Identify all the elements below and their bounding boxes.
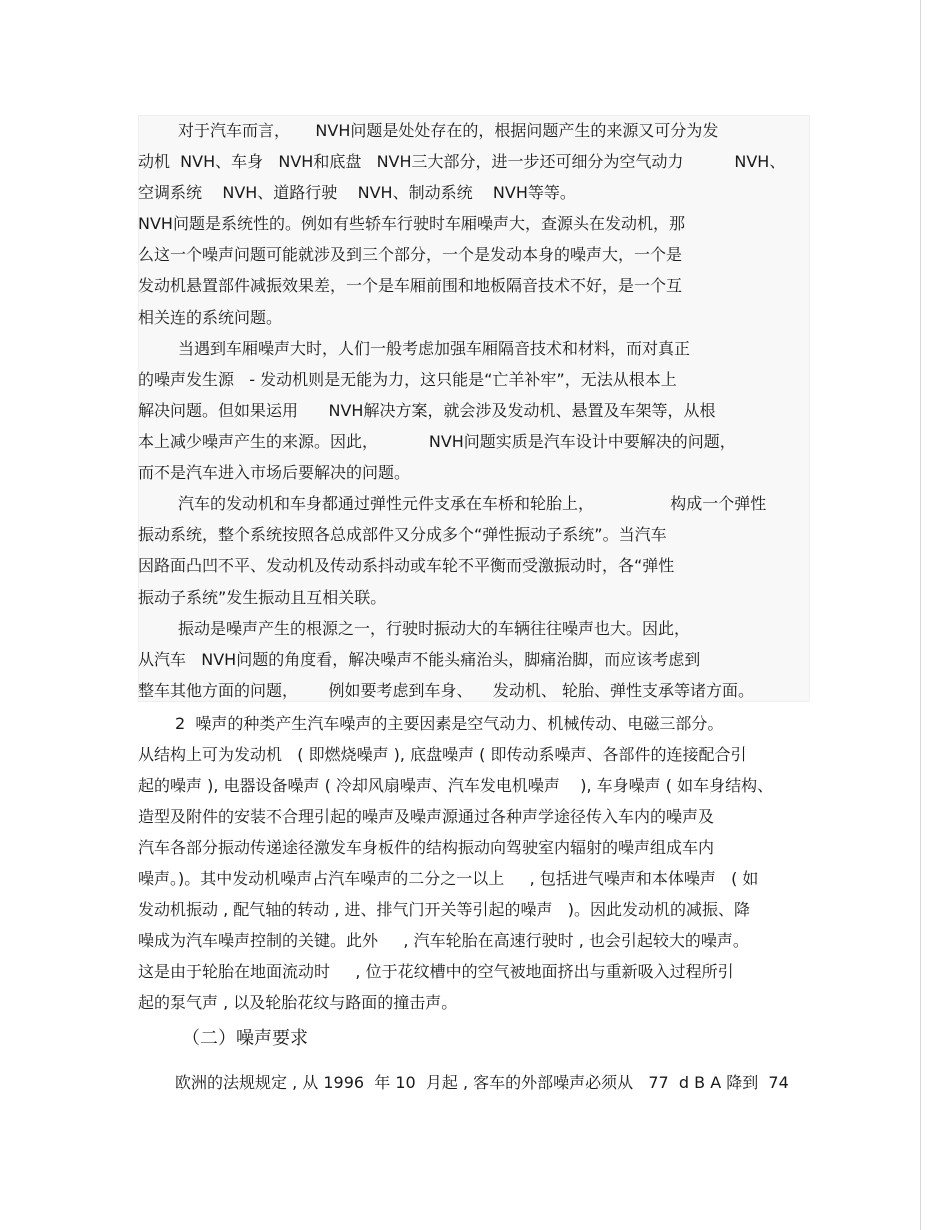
text-line: 汽车的发动机和车身都通过弹性元件支承在车桥和轮胎上， 构成一个弹性: [178, 494, 767, 513]
section-heading: （二）噪声要求: [182, 1028, 308, 1049]
text-line: 而不是汽车进入市场后要解决的问题。: [138, 463, 411, 482]
text-line: 动机 NVH、车身 NVH和底盘 NVH三大部分，进一步还可细分为空气动力 NVH、: [138, 152, 786, 171]
text-line: 汽车各部分振动传递途径激发车身板件的结构振动向驾驶室内辐射的噪声组成车内: [138, 838, 715, 857]
text-line: 发动机悬置部件减振效果差，一个是车厢前围和地板隔音技术不好，是一个互: [138, 276, 683, 295]
text-line: 这是由于轮胎在地面流动时 , 位于花纹槽中的空气被地面挤出与重新吸入过程所引: [138, 962, 734, 981]
text-line: NVH问题是系统性的。例如有些轿车行驶时车厢噪声大，查源头在发动机，那: [138, 214, 685, 233]
text-line: 振动系统，整个系统按照各总成部件又分成多个“弹性振动子系统”。当汽车: [138, 525, 667, 544]
text-line: 噪声。)。其中发动机噪声占汽车噪声的二分之一以上 , 包括进气噪声和本体噪声 ( 如: [138, 869, 759, 888]
text-line: 2 噪声的种类产生汽车噪声的主要因素是空气动力、机械传动、电磁三部分。: [175, 714, 724, 733]
text-line: 振动子系统”发生振动且互相关联。: [138, 588, 387, 607]
text-line: 噪成为汽车噪声控制的关键。此外 , 汽车轮胎在高速行驶时 , 也会引起较大的噪声。: [138, 931, 749, 950]
text-line: 造型及附件的安装不合理引起的噪声及噪声源通过各种声学途径传入车内的噪声及: [138, 807, 715, 826]
text-line: 发动机振动 , 配气轴的转动 , 进、排气门开关等引起的噪声 )。因此发动机的减振、降: [138, 900, 751, 919]
text-line: 当遇到车厢噪声大时，人们一般考虑加强车厢隔音技术和材料，而对真正: [178, 339, 691, 358]
text-line: 空调系统 NVH、道路行驶 NVH、制动系统 NVH等等。: [138, 183, 576, 202]
text-line: 从结构上可为发动机 ( 即燃烧噪声 ), 底盘噪声 ( 即传动系噪声、各部件的连接配合引: [138, 745, 747, 764]
page-edge-rule: [920, 0, 921, 1230]
text-line: 起的泵气声 , 以及轮胎花纹与路面的撞击声。: [138, 993, 458, 1012]
text-line: 欧洲的法规规定 , 从 1996 年 10 月起 , 客车的外部噪声必须从 77 d B A 降到 74: [175, 1073, 789, 1092]
text-line: 么这一个噪声问题可能就涉及到三个部分，一个是发动本身的噪声大，一个是: [138, 245, 683, 264]
text-line: 本上减少噪声产生的来源。因此， NVH问题实质是汽车设计中要解决的问题，: [138, 432, 736, 451]
text-line: 从汽车 NVH问题的角度看，解决噪声不能头痛治头，脚痛治脚，而应该考虑到: [138, 650, 701, 669]
text-line: 振动是噪声产生的根源之一，行驶时振动大的车辆往往噪声也大。因此，: [178, 619, 691, 638]
text-line: 相关连的系统问题。: [138, 308, 283, 327]
text-line: 整车其他方面的问题， 例如要考虑到车身、 发动机、 轮胎、弹性支承等诸方面。: [138, 681, 754, 700]
text-line: 解决问题。但如果运用 NVH解决方案，就会涉及发动机、悬置及车架等，从根: [138, 401, 716, 420]
text-line: 起的噪声 ), 电器设备噪声 ( 冷却风扇噪声、汽车发电机噪声 ), 车身噪声 ( 如车身结构、: [138, 776, 774, 795]
text-line: 对于汽车而言， NVH问题是处处存在的，根据问题产生的来源又可分为发: [178, 121, 719, 140]
text-line: 因路面凸凹不平、发动机及传动系抖动或车轮不平衡而受激振动时，各“弹性: [138, 556, 675, 575]
text-line: 的噪声发生源 - 发动机则是无能为力，这只能是“亡羊补牢”，无法从根本上: [138, 370, 677, 389]
